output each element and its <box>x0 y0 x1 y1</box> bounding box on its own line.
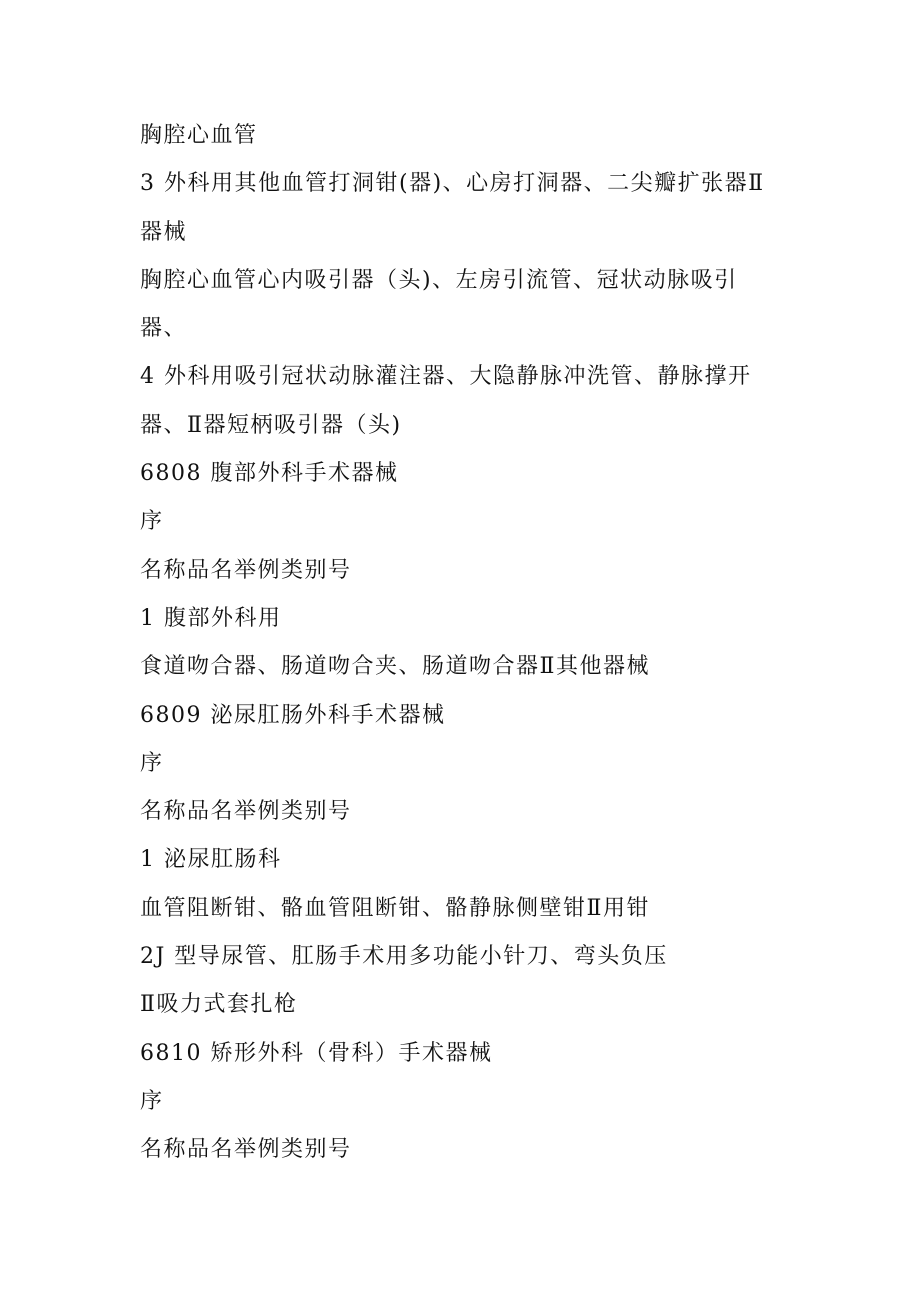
text-line: 2J 型导尿管、肛肠手术用多功能小针刀、弯头负压 <box>140 944 668 970</box>
table-header: 名称品名举例类别号 <box>140 799 352 825</box>
table-header: 名称品名举例类别号 <box>140 1137 352 1163</box>
text-line: 器械 <box>140 219 188 245</box>
text-line: 胸腔心血管心内吸引器（头)、左房引流管、冠状动脉吸引 <box>140 267 738 293</box>
text-line: 1 腹部外科用 <box>140 605 282 631</box>
document-body <box>140 112 800 1175</box>
section-heading-6809: 6809 泌尿肛肠外科手术器械 <box>140 702 446 728</box>
text-line: 序 <box>140 750 164 776</box>
text-line: 4 外科用吸引冠状动脉灌注器、大隐静脉冲洗管、静脉撑开 <box>140 364 752 390</box>
text-line: 胸腔心血管 <box>140 123 258 148</box>
text-line: 器、Ⅱ器短柄吸引器（头) <box>140 412 402 438</box>
text-line: 序 <box>140 509 164 535</box>
text-line: 1 泌尿肛肠科 <box>140 847 282 873</box>
text-line: Ⅱ吸力式套扎枪 <box>140 992 298 1018</box>
text-line: 血管阻断钳、骼血管阻断钳、骼静脉侧壁钳Ⅱ用钳 <box>140 895 650 921</box>
table-header: 名称品名举例类别号 <box>140 557 352 583</box>
section-heading-6810: 6810 矫形外科（骨科）手术器械 <box>140 1040 493 1066</box>
section-heading-6808: 6808 腹部外科手术器械 <box>140 461 399 487</box>
text-line: 3 外科用其他血管打洞钳(器)、心房打洞器、二尖瓣扩张器Ⅱ <box>140 171 765 197</box>
text-line: 器、 <box>140 316 188 342</box>
text-line: 食道吻合器、肠道吻合夹、肠道吻合器Ⅱ其他器械 <box>140 654 650 680</box>
text-line: 序 <box>140 1088 164 1114</box>
